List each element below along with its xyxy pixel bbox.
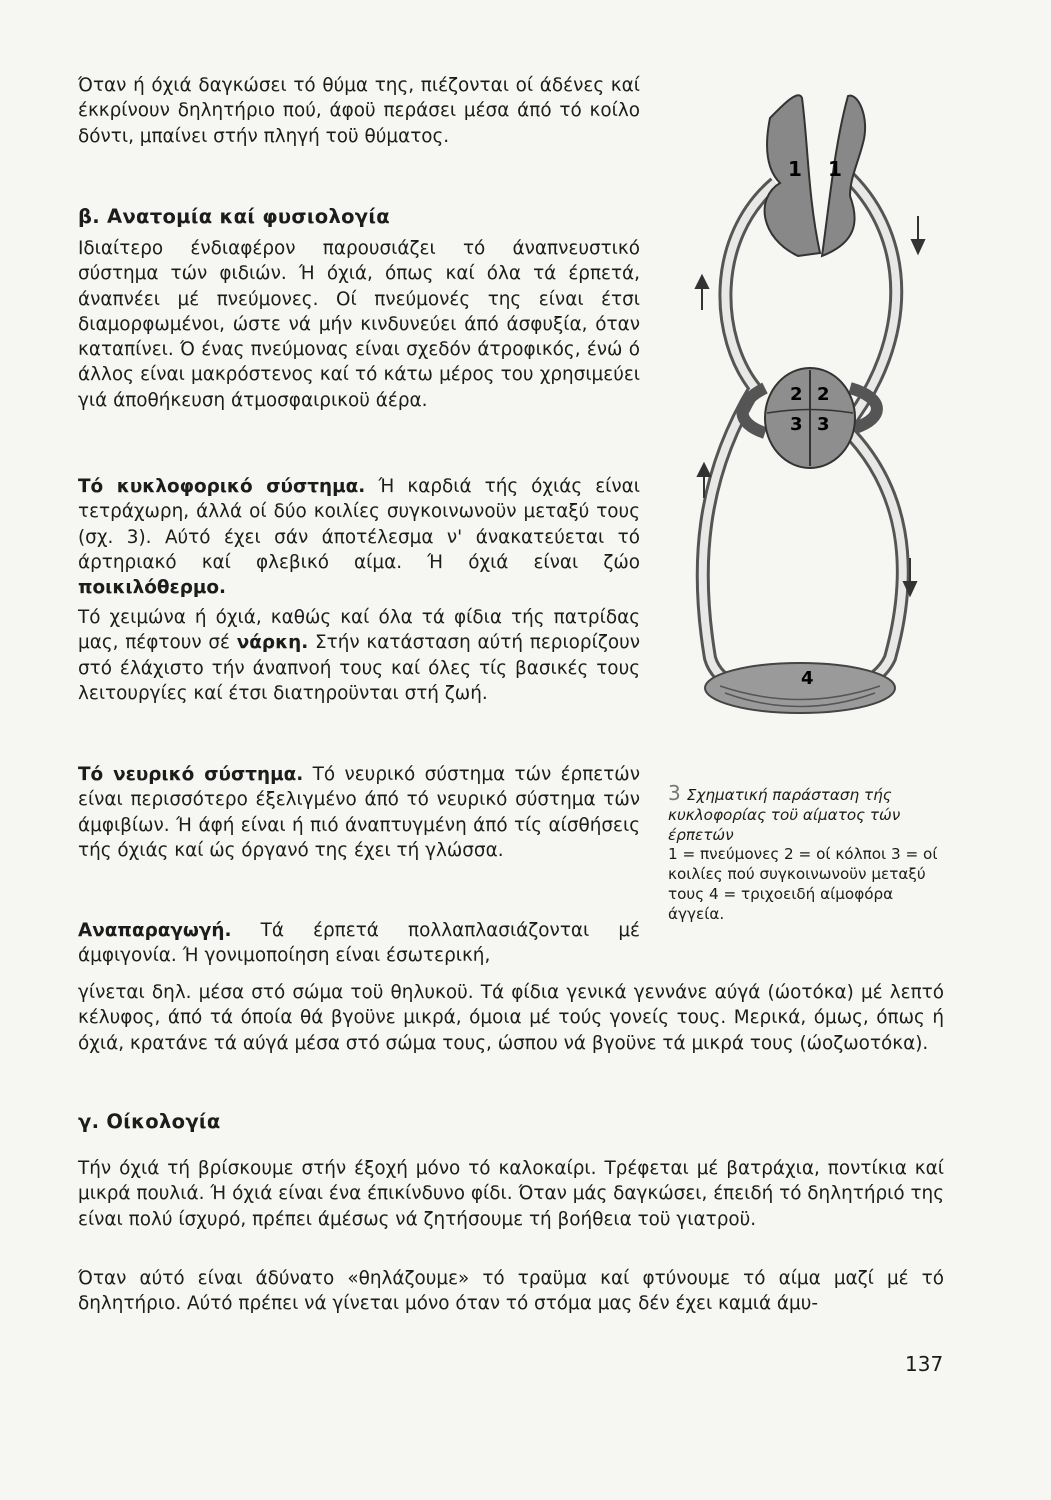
circulatory-label: Τό κυκλοφορικό σύστημα. bbox=[78, 476, 366, 497]
reproduction-text-col: Τά έρπετά πολλαπλασιάζονται μέ άμφιγονία. Ή γονιμοποίηση είναι έσωτερική, bbox=[78, 920, 640, 967]
reproduction-label: Αναπαραγωγή. bbox=[78, 920, 232, 941]
flow-arrow-right-top bbox=[912, 216, 924, 253]
term-torpor: νάρκη. bbox=[236, 632, 309, 654]
paragraph-hibernation bbox=[78, 605, 640, 706]
hibernation-text-b: Στήν κατάσταση αύτή περιορίζουν στό έλάχιστο τήν άναπνοή τους καί όλες τίς βασικές τους λειτουργίες καί έτσι διατηροϋνται στή ζωή. bbox=[78, 632, 640, 704]
label-capillaries: 4 bbox=[801, 668, 814, 689]
figure-number: 3 bbox=[668, 781, 681, 805]
paragraph-ecology: Τήν όχιά τή βρίσκουμε στήν έξοχή μόνο τό καλοκαίρι. Τρέφεται μέ βατράχια, ποντίκια καί μικρά πουλιά. Ή όχιά είναι ένα έπικίνδυνο φίδι. Όταν μάς δαγκώσει, έπειδή τό δηλητήριό της είναι πολύ ίσχυρό, πρέπει άμέσως νά ζητήσουμε τή βοήθεια τοϋ γιατροϋ. bbox=[78, 1158, 944, 1230]
paragraph-first-aid: Όταν αύτό είναι άδύνατο «θηλάζουμε» τό τραϋμα καί φτύνουμε τό αίμα μαζί μέ τό δηλητήριο. Αύτό πρέπει νά γίνεται μόνο όταν τό στόμα μας δέν έχει καμιά άμυ- bbox=[78, 1268, 944, 1315]
paragraph-reproduction-cont: γίνεται δηλ. μέσα στό σώμα τοϋ θηλυκοϋ. Τά φίδια γενικά γεννάνε αύγά (ώοτόκα) μέ λεπτό κέλυφος, άπό τά όποία θά βγοϋνε μικρά, όμοια μέ τούς γονείς τους. Μερικά, όμως, όπως ή όχιά, κρατάνε τά αύγά μέσα στό σώμα τους, ώσπου νά βγοϋνε τά μικρά τους (ώοζωοτόκα). bbox=[78, 982, 944, 1054]
label-ventricle-right: 3 bbox=[817, 414, 830, 435]
paragraph-respiratory: Ιδιαίτερο ένδιαφέρον παρουσιάζει τό άναπνευστικό σύστημα τών φιδιών. Ή όχιά, όπως καί όλα τά έρπετά, άναπνέει μέ πνεύμονες. Οί πνεύμονές της είναι έτσι διαμορφωμένοι, ώστε νά μήν κινδυνεύει άπό άσφυξία, όταν καταπίνει. Ό ένας πνεύμονας είναι σχεδόν άτροφικός, ένώ ό άλλος είναι μακρόστενος καί τό κάτω μέρος του χρησιμεύει γιά άποθήκευση άτμοσφαιρικοϋ άέρα. bbox=[78, 238, 640, 411]
label-atrium-left: 2 bbox=[790, 384, 803, 405]
figure-title: Σχηματική παράσταση τής κυκλοφορίας τοϋ αίματος τών έρπετών bbox=[668, 786, 901, 844]
paragraph-reproduction-start bbox=[78, 918, 640, 969]
label-lung-left: 1 bbox=[788, 157, 802, 181]
flow-arrow-left-top bbox=[696, 276, 708, 310]
hibernation-text-a: Τό χειμώνα ή όχιά, καθώς καί όλα τά φίδια τής πατρίδας μας, πέφτουν σέ bbox=[78, 607, 640, 654]
nervous-text: Τό νευρικό σύστημα τών έρπετών είναι περισσότερο έξελιγμένο άπό τό νευρικό σύστημα τών άμφιβίων. Ή άφή είναι ή πιό άναπτυγμένη άπό τίς αίσθήσεις τής όχιάς καί ώς όργανό της έχει τή γλώσσα. bbox=[78, 764, 640, 861]
section-heading-anatomy: β. Ανατομία καί φυσιολογία bbox=[78, 205, 390, 228]
label-atrium-right: 2 bbox=[817, 384, 830, 405]
circulation-diagram bbox=[680, 88, 950, 728]
label-lung-right: 1 bbox=[828, 157, 842, 181]
label-ventricle-left: 3 bbox=[790, 414, 803, 435]
term-poikilothermic: ποικιλόθερμο. bbox=[78, 577, 227, 599]
paragraph-venom: Όταν ή όχιά δαγκώσει τό θύμα της, πιέζονται οί άδένες καί έκκρίνουν δηλητήριο πού, άφοϋ περάσει μέσα άπό τό κοίλο δόντι, μπαίνει στήν πληγή τοϋ θύματος. bbox=[78, 75, 640, 147]
paragraph-circulatory bbox=[78, 474, 640, 600]
page-number: 137 bbox=[905, 1352, 944, 1376]
nervous-label: Τό νευρικό σύστημα. bbox=[78, 764, 304, 785]
capillaries bbox=[705, 663, 895, 713]
figure-legend: 1 = πνεύμονες 2 = οί κόλποι 3 = οί κοιλίες πού συγκοινωνοϋν μεταξύ τους 4 = τριχοειδή αίμοφόρα άγγεία. bbox=[668, 845, 938, 923]
section-heading-ecology: γ. Οίκολογία bbox=[78, 1110, 221, 1133]
circulatory-text: Ή καρδιά τής όχιάς είναι τετράχωρη, άλλά οί δύο κοιλίες συγκοινωνοϋν μεταξύ τους (σχ. 3). Αύτό έχει σάν άποτέλεσμα ν' άνακατεύεται τό άρτηριακό καί φλεβικό αίμα. Ή όχιά είναι ζώο bbox=[78, 476, 640, 573]
figure-caption bbox=[668, 781, 948, 925]
paragraph-nervous bbox=[78, 762, 640, 863]
